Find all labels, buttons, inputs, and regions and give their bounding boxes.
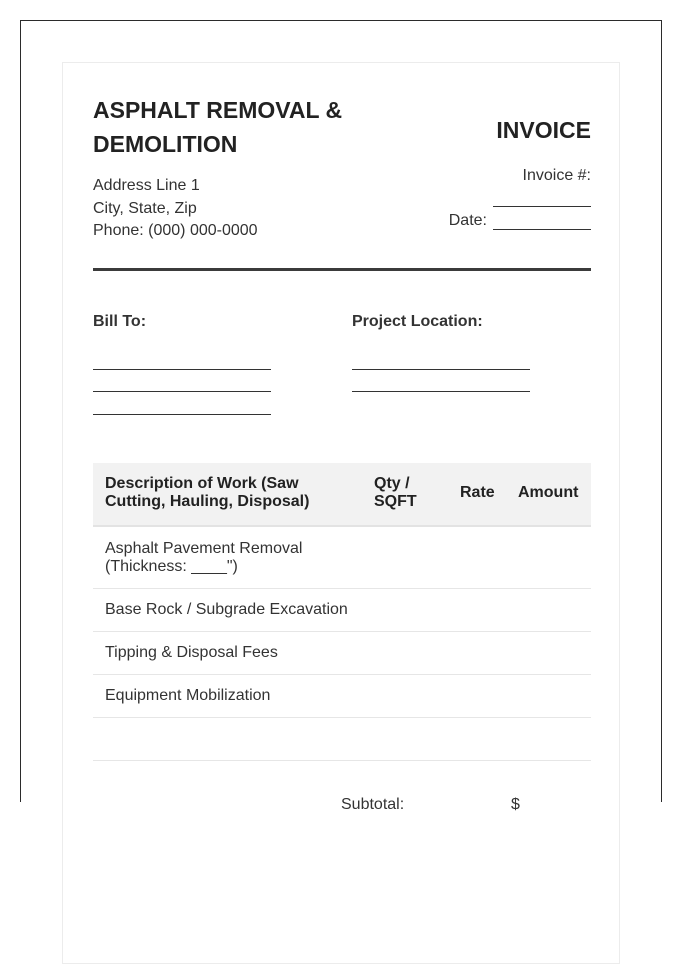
bill-to-line (93, 391, 271, 392)
subtotal-label: Subtotal: (341, 796, 405, 813)
project-location-line (352, 391, 530, 392)
invoice-number-label: Invoice #: (522, 167, 591, 184)
invoice-date-blank (493, 229, 591, 230)
table-row (93, 527, 591, 589)
description-column-header: Description of Work (Saw Cutting, Hauling, Disposal) (105, 475, 310, 510)
phone-line: Phone: (000) 000-0000 (93, 222, 258, 239)
bill-to-line (93, 369, 271, 370)
city-state-zip: City, State, Zip (93, 199, 197, 217)
row-description: Equipment Mobilization (105, 687, 271, 704)
invoice-title: INVOICE (496, 117, 591, 143)
address-line: Address Line 1 (93, 177, 200, 194)
row-description: Base Rock / Subgrade Excavation (105, 601, 348, 618)
table-row (93, 632, 591, 675)
table-row (93, 718, 591, 761)
bill-to-line (93, 414, 271, 415)
table-row (93, 589, 591, 632)
company-address-block (93, 175, 258, 243)
table-row (93, 675, 591, 718)
row-description: Asphalt Pavement Removal (Thickness: ____") (105, 540, 303, 575)
line-items-table (93, 463, 591, 761)
header-divider (93, 268, 591, 271)
invoice-number-blank (493, 206, 591, 207)
document-viewport (20, 20, 662, 813)
invoice-page (62, 62, 620, 964)
invoice-date-label: Date: (448, 212, 487, 229)
company-name: ASPHALT REMOVAL & DEMOLITION (93, 97, 343, 157)
amount-column-header: Amount (518, 484, 579, 501)
bill-to-label: Bill To: (93, 313, 147, 330)
qty-column-header: Qty / SQFT (374, 475, 417, 510)
table-header (93, 463, 591, 527)
project-location-label: Project Location: (352, 313, 483, 330)
project-location-line (352, 369, 530, 370)
row-description: Tipping & Disposal Fees (105, 644, 278, 661)
rate-column-header: Rate (460, 484, 495, 501)
subtotal-currency: $ (511, 796, 520, 813)
